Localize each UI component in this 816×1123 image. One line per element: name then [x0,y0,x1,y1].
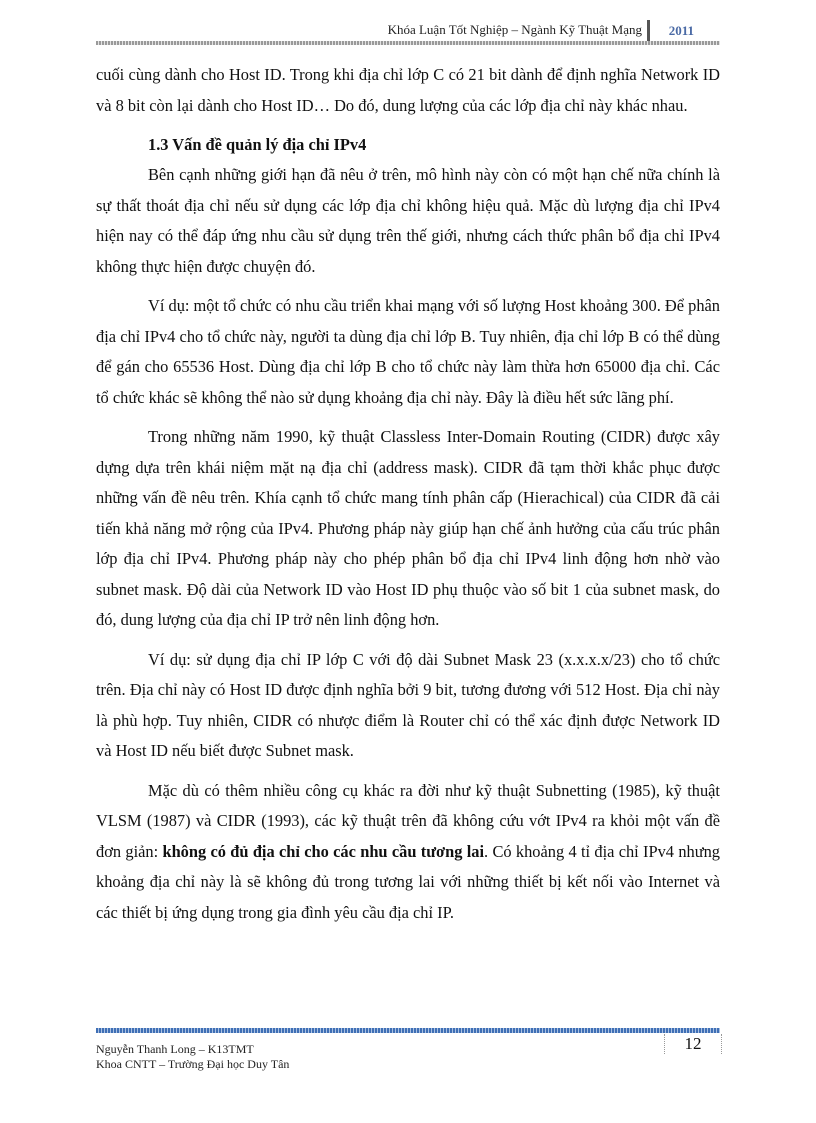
page-footer [96,1042,289,1072]
paragraph-2: Ví dụ: một tổ chức có nhu cầu triển khai mạng với số lượng Host khoảng 300. Để phân địa chỉ IPv4 cho tổ chức này, người ta dùng địa chỉ lớp B. Tuy nhiên, địa chỉ lớp B có thể dùng để gán cho 65536 Host. Dùng địa chỉ lớp B cho tổ chức này làm thừa hơn 65000 địa chỉ. Các tổ chức khác sẽ không thể nào sử dụng khoảng địa chỉ này. Đây là điều hết sức lãng phí. [96,296,720,407]
paragraph-1: Bên cạnh những giới hạn đã nêu ở trên, mô hình này còn có một hạn chế nữa chính là sự thất thoát địa chỉ nếu sử dụng các lớp địa chỉ không hiệu quả. Mặc dù lượng địa chỉ IPv4 hiện nay có thể đáp ứng nhu cầu sử dụng trên thế giới, nhưng cách thức phân bổ địa chỉ IPv4 không thực hiện được chuyện đó. [96,165,720,276]
paragraph-5-tail: . Có khoảng 4 tỉ địa chỉ IPv4 nhưng khoảng địa chỉ này là sẽ không đủ trong tương lai với những thiết bị kết nối vào Internet và các thiết bị ứng dụng trong gia đình yêu cầu địa chỉ IP. [96,841,720,922]
document-body [96,60,720,937]
footer-rule [96,1028,720,1033]
footer-faculty: Khoa CNTT – Trường Đại học Duy Tân [96,1057,290,1071]
paragraph-5-emphasis: không có đủ địa chỉ cho các nhu cầu tương lai [162,841,485,861]
paragraph-continuation: cuối cùng dành cho Host ID. Trong khi địa chỉ lớp C có 21 bit dành để định nghĩa Network ID và 8 bit còn lại dành cho Host ID… Do đó, dung lượng của các lớp địa chỉ này khác nhau. [96,65,720,115]
paragraph-3: Trong những năm 1990, kỹ thuật Classless Inter-Domain Routing (CIDR) được xây dựng dựa trên khái niệm mặt nạ địa chỉ (address mask). CIDR đã tạm thời khắc phục được những vấn đề nêu trên. Khía cạnh tổ chức mang tính phân cấp (Hierachical) của CIDR đã cải tiến khả năng mở rộng của IPv4. Phương pháp này giúp hạn chế ảnh hưởng của cấu trúc phân lớp địa chỉ IPv4. Phương pháp này cho phép phân bổ địa chỉ IPv4 linh động hơn nhờ vào subnet mask. Độ dài của Network ID vào Host ID phụ thuộc vào số bit 1 của subnet mask, do đó, dung lượng của địa chỉ IP trở nên linh động hơn. [96,427,720,629]
page-number: 12 [664,1034,722,1054]
paragraph-5 [96,776,720,929]
footer-author: Nguyễn Thanh Long – K13TMT [96,1042,254,1056]
section-heading: 1.3 Vấn đề quản lý địa chỉ IPv4 [148,135,367,154]
header-title: Khóa Luận Tốt Nghiệp – Ngành Kỹ Thuật Mạng [387,22,642,37]
paragraph-4: Ví dụ: sử dụng địa chỉ IP lớp C với độ dài Subnet Mask 23 (x.x.x.x/23) cho tổ chức trên. Địa chỉ này có Host ID được định nghĩa bởi 9 bit, tương đương với 512 Host. Địa chỉ này là phù hợp. Tuy nhiên, CIDR có nhược điểm là Router chỉ có thể xác định được Network ID và Host ID nếu biết được Subnet mask. [96,649,720,760]
paragraph-5-lead: Mặc dù có thêm nhiều công cụ khác ra đời như kỹ thuật Subnetting (1985), kỹ thuật VLSM (1987) và CIDR (1993), các kỹ thuật trên đã không cứu vớt IPv4 ra khỏi một vấn đề đơn giản: [96,780,720,861]
header-year: 2011 [668,23,694,38]
header-rule [96,41,720,45]
header-separator [647,20,650,42]
